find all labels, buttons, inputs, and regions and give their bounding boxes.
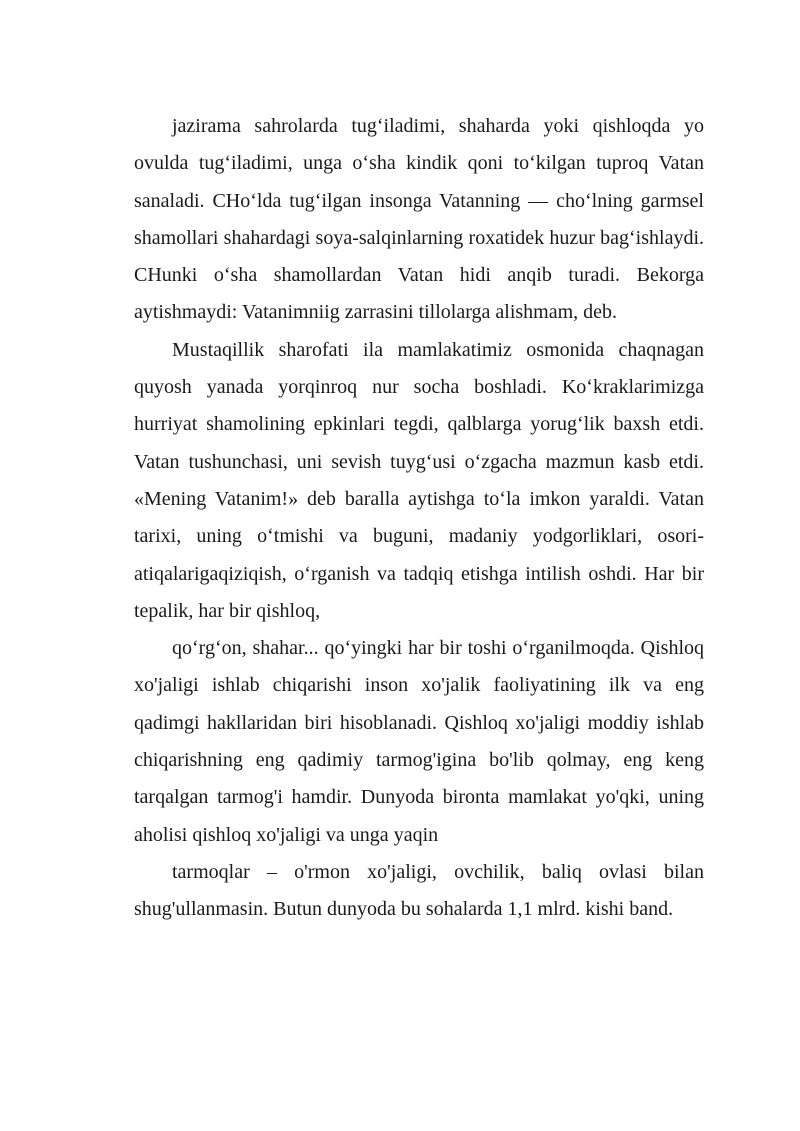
paragraph-1: jazirama sahrolarda tug‘iladimi, shaharda yoki qishloqda yo ovulda tug‘iladimi, unga o‘sha kindik qoni to‘kilgan tuproq Vatan sanaladi. CHo‘lda tug‘ilgan insonga Vatanning — cho‘lning garmsel shamollari shahardagi soya-salqinlarning roxatidek huzur bag‘ishlaydi. CHunki o‘sha shamollardan Vatan hidi anqib turadi. Bekorga aytishmaydi: Vatanimniig zarrasini tillolarga alishmam, deb. <box>134 115 704 324</box>
paragraph-2: Mustaqillik sharofati ila mamlakatimiz osmonida chaqnagan quyosh yanada yorqinroq nur socha boshladi. Ko‘kraklarimizga hurriyat shamolining epkinlari tegdi, qalblarga yorug‘lik baxsh etdi. Vatan tushunchasi, uni sevish tuyg‘usi o‘zgacha mazmun kasb etdi. «Mening Vatanim!» deb baralla aytishga to‘la imkon yaraldi. Vatan tarixi, uning o‘tmishi va buguni, madaniy yodgorliklari, osori-atiqalarigaqiziqish, o‘rganish va tadqiq etishga intilish oshdi. Har bir tepalik, har bir qishloq, <box>134 338 704 622</box>
document-page <box>134 108 704 929</box>
paragraph-4: tarmoqlar – o'rmon xo'jaligi, ovchilik, baliq ovlasi bilan shug'ullanmasin. Butun dunyoda bu sohalarda 1,1 mlrd. kishi band. <box>134 860 704 921</box>
paragraph-3: qo‘rg‘on, shahar... qo‘yingki har bir toshi o‘rganilmoqda. Qishloq xo'jaligi ishlab chiqarishi inson xo'jalik faoliyatining ilk va eng qadimgi hakllaridan biri hisoblanadi. Qishloq xo'jaligi moddiy ishlab chiqarishning eng qadimiy tarmog'igina bo'lib qolmay, eng keng tarqalgan tarmog'i hamdir. Dunyoda bironta mamlakat yo'qki, uning aholisi qishloq xo'jaligi va unga yaqin <box>134 637 704 846</box>
